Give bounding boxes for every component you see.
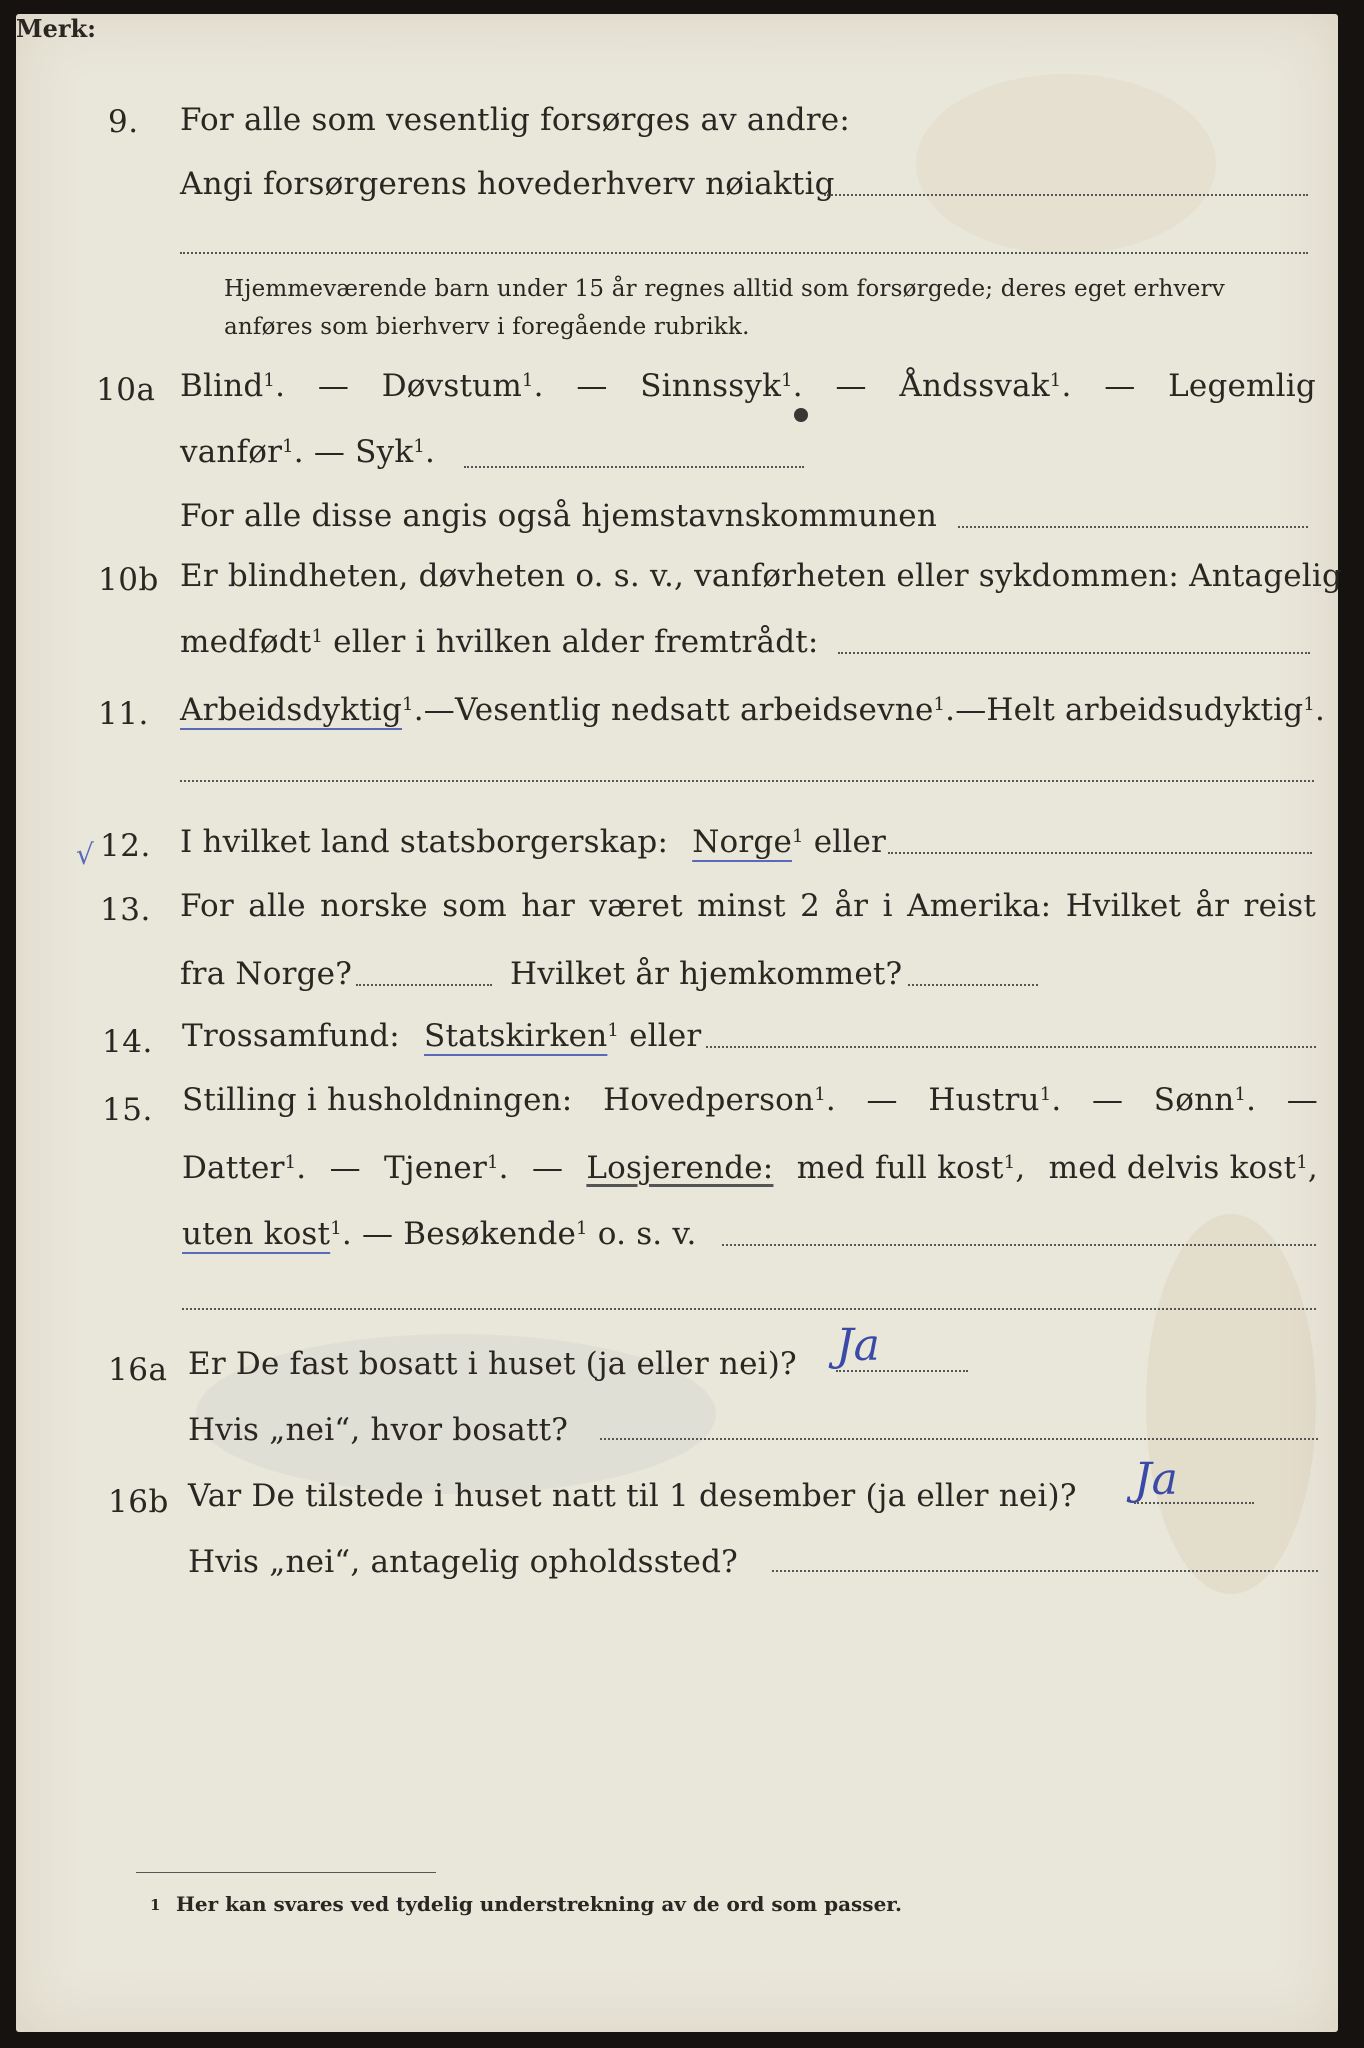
option-delvis-kost[interactable]: med delvis kost$^1$, — [1048, 1150, 1318, 1186]
q13-line1: For alle norske som har været minst 2 år i Amerika: Hvilket år reist — [180, 888, 1316, 924]
q10a-line1: Blind$^1$. — Døvstum$^1$. — Sinnssyk$^1$. — Åndssvak$^1$. — Legemlig — [180, 368, 1316, 404]
option-besokende[interactable]: Besøkende$^1$ — [403, 1216, 588, 1252]
option-sinnssyk[interactable]: Sinnssyk$^1$. — [640, 368, 803, 404]
paper-stain — [916, 74, 1216, 254]
q11-number: 11. — [98, 696, 149, 732]
q9-answer-field[interactable] — [824, 194, 1308, 196]
footnote-divider — [136, 1872, 436, 1873]
q16a-handwritten-answer[interactable]: Ja — [836, 1320, 880, 1371]
q12-answer-field[interactable] — [888, 852, 1312, 854]
option-uten-kost[interactable]: uten kost$^1$. — [182, 1216, 352, 1252]
option-dovstum[interactable]: Døvstum$^1$. — [381, 368, 544, 404]
q13-number: 13. — [100, 892, 151, 928]
q14-number: 14. — [102, 1024, 153, 1060]
paper-stain — [1146, 1214, 1316, 1594]
q10b-number: 10b — [98, 562, 159, 598]
q15-line3: uten kost$^1$. — Besøkende$^1$ o. s. v. — [182, 1216, 697, 1252]
q9-line1: For alle som vesentlig forsørges av andre: — [180, 102, 850, 138]
option-syk[interactable]: Syk$^1$. — [355, 434, 436, 470]
q14-answer-field[interactable] — [706, 1046, 1316, 1048]
option-medfodt[interactable]: medfødt$^1$ — [180, 624, 324, 660]
q16b-opholdssted-field[interactable] — [772, 1570, 1318, 1572]
q10b-line1: Er blindheten, døvheten o. s. v., vanførheten eller sykdommen: Antagelig — [180, 558, 1343, 594]
option-arbeidsdyktig[interactable]: Arbeidsdyktig$^1$.— — [180, 692, 455, 728]
merk-label: Merk: — [16, 14, 96, 43]
option-losjerende[interactable]: Losjerende: — [586, 1150, 774, 1186]
footnote-text: Her kan svares ved tydelig understrekning av de ord som passer. — [176, 1892, 902, 1916]
q16b-line2: Hvis „nei“, antagelig opholdssted? — [188, 1544, 738, 1580]
q16a-line2: Hvis „nei“, hvor bosatt? — [188, 1412, 569, 1448]
q9-line2: Angi forsørgerens hovederhverv nøiaktig — [180, 166, 835, 202]
q9-number: 9. — [108, 104, 139, 140]
q10a-line3: For alle disse angis også hjemstavnskommunen — [180, 498, 937, 534]
q10a-number: 10a — [96, 372, 156, 408]
q16a-line1: Er De fast bosatt i huset (ja eller nei)? — [188, 1346, 797, 1382]
q14-line: Trossamfund: Statskirken$^1$ eller — [182, 1018, 702, 1054]
q13-fra-label: fra Norge? — [180, 956, 353, 992]
option-datter[interactable]: Datter$^1$. — [182, 1150, 307, 1186]
q13-hjemkommet-field[interactable] — [908, 984, 1038, 986]
q16a-number: 16a — [108, 1352, 168, 1388]
q13-hjem-label: Hvilket år hjemkommet? — [510, 956, 903, 992]
option-udyktig[interactable]: Helt arbeidsudyktig$^1$. — [986, 692, 1326, 728]
option-full-kost[interactable]: med full kost$^1$, — [796, 1150, 1026, 1186]
merk-line2: anføres som bierhverv i foregående rubrikk. — [224, 314, 750, 340]
q16b-handwritten-answer[interactable]: Ja — [1134, 1454, 1178, 1505]
q9-answer-field-2[interactable] — [180, 252, 1308, 254]
q10b-line2: medfødt$^1$ eller i hvilken alder fremtrådt: — [180, 624, 819, 660]
q10a-answer-field[interactable] — [464, 466, 804, 468]
ink-blot — [794, 408, 808, 422]
q15-line1: Stilling i husholdningen: Hovedperson$^1$. — Hustru$^1$. — Sønn$^1$. — — [182, 1082, 1318, 1118]
q16a-answer-field[interactable] — [836, 1370, 968, 1372]
q16b-number: 16b — [108, 1484, 169, 1520]
merk-line1: Hjemmeværende barn under 15 år regnes alltid som forsørgede; deres eget erhverv — [224, 276, 1225, 302]
q15-answer-field-2[interactable] — [182, 1308, 1316, 1310]
q15-line2: Datter$^1$. — Tjener$^1$. — Losjerende: med full kost$^1$, med delvis kost$^1$, — [182, 1150, 1318, 1186]
option-vanfor[interactable]: vanfør$^1$. — [180, 434, 304, 470]
option-sonn[interactable]: Sønn$^1$. — [1153, 1082, 1257, 1118]
q10a-line2: vanfør$^1$. — Syk$^1$. — [180, 434, 436, 470]
option-blind[interactable]: Blind$^1$. — [180, 368, 286, 404]
margin-check-mark: √ — [76, 838, 94, 871]
option-statskirken[interactable]: Statskirken$^1$ — [424, 1018, 620, 1054]
q12-number: 12. — [100, 828, 151, 864]
footnote-marker: 1 — [150, 1896, 161, 1914]
q16b-answer-field[interactable] — [1134, 1502, 1254, 1504]
q16a-bosatt-field[interactable] — [600, 1438, 1318, 1440]
q10a-hjemstavn-field[interactable] — [958, 526, 1308, 528]
option-andssvak[interactable]: Åndssvak$^1$. — [899, 368, 1072, 404]
option-hovedperson[interactable]: Hovedperson$^1$. — [603, 1082, 836, 1118]
option-tjener[interactable]: Tjener$^1$. — [384, 1150, 509, 1186]
q11-answer-field[interactable] — [180, 780, 1314, 782]
q13-reist-field[interactable] — [356, 984, 492, 986]
option-norge[interactable]: Norge$^1$ — [692, 824, 804, 860]
q12-line: I hvilket land statsborgerskap: Norge$^1$ eller — [180, 824, 887, 860]
q15-number: 15. — [102, 1092, 153, 1128]
q15-answer-field[interactable] — [722, 1244, 1316, 1246]
census-form-page — [16, 14, 1343, 2032]
q11-line — [180, 692, 1326, 728]
q16b-line1: Var De tilstede i huset natt til 1 desember (ja eller nei)? — [188, 1478, 1077, 1514]
q10b-answer-field[interactable] — [838, 652, 1310, 654]
option-nedsatt[interactable]: Vesentlig nedsatt arbeidsevne$^1$.— — [454, 692, 987, 728]
option-hustru[interactable]: Hustru$^1$. — [928, 1082, 1062, 1118]
option-legemlig[interactable]: Legemlig — [1168, 368, 1316, 404]
